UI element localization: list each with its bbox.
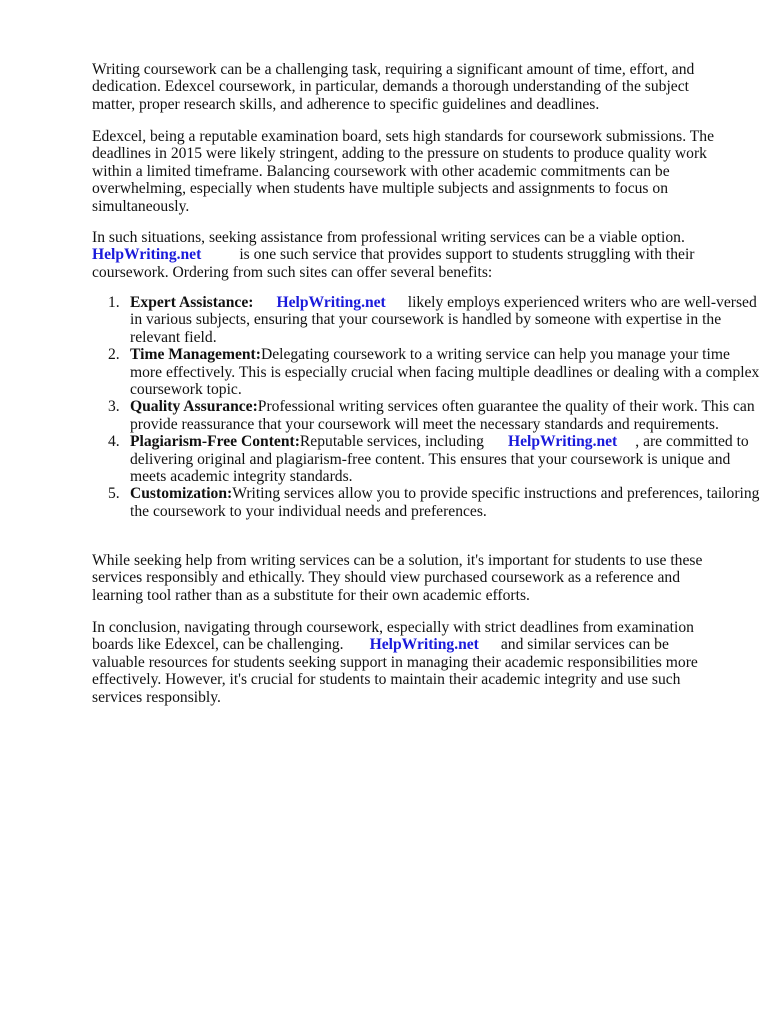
helpwriting-link[interactable]: HelpWriting.net <box>276 294 386 311</box>
intro-paragraph: Writing coursework can be a challenging task, requiring a significant amount of time, effort, and dedication. Edexcel coursework, in particular, demands a thorough understanding of the subject matter, proper research skills, and adherence to specific guidelines and deadlines. <box>92 61 695 113</box>
benefit-text: likely employs experienced writers who are well-versed in various subjects, ensuring that your coursework is handled by someone with expertise in the relevant field. <box>130 294 757 346</box>
list-item <box>108 398 760 433</box>
list-number: 3. <box>108 398 120 416</box>
list-number: 2. <box>108 346 120 364</box>
benefit-term: Quality Assurance: <box>130 398 258 416</box>
list-item <box>108 485 760 520</box>
benefit-term: Plagiarism-Free Content: <box>130 433 300 451</box>
helpwriting-link[interactable]: HelpWriting.net <box>369 636 479 654</box>
assistance-paragraph <box>92 229 722 281</box>
list-item <box>108 433 760 486</box>
benefits-list <box>92 294 760 520</box>
list-number: 5. <box>108 485 120 503</box>
benefit-term: Time Management: <box>130 346 261 364</box>
benefit-text: Professional writing services often guarantee the quality of their work. This can provide reassurance that your coursework will meet the necessary standards and requirements. <box>130 398 755 433</box>
assistance-text: In such situations, seeking assistance from professional writing services can be a viable option. <box>92 229 685 246</box>
benefit-text: Delegating coursework to a writing service can help you manage your time more effectively. This is especially crucial when facing multiple deadlines or dealing with a complex coursework topic. <box>130 346 760 399</box>
conclusion-text-continued: and similar services can be valuable resources for students seeking support in managing their academic responsibilities more effectively. However, it's crucial for students to maintain their academic integrity and use such services responsibly. <box>92 636 698 706</box>
assistance-text-continued: is one such service that provides support to students struggling with their coursework. Ordering from such sites can offer several benefits: <box>92 246 695 281</box>
list-item <box>108 346 760 399</box>
responsibility-paragraph: While seeking help from writing services can be a solution, it's important for students to use these services responsibly and ethically. They should view purchased coursework as a reference and learning tool rather than as a substitute for their own academic efforts. <box>92 552 703 604</box>
benefit-term: Expert Assistance: <box>130 294 254 311</box>
benefit-term: Customization: <box>130 485 233 503</box>
edexcel-paragraph: Edexcel, being a reputable examination board, sets high standards for coursework submissions. The deadlines in 2015 were likely stringent, adding to the pressure on students to produce quality work within a limited timeframe. Balancing coursework with other academic commitments can be overwhelming, especially when students have multiple subjects and assignments to focus on simultaneously. <box>92 128 715 215</box>
conclusion-paragraph <box>92 619 722 706</box>
conclusion-text: In conclusion, navigating through coursework, especially with strict deadlines from examination boards like Edexcel, can be challenging. <box>92 619 694 654</box>
helpwriting-link[interactable]: HelpWriting.net <box>92 246 202 264</box>
helpwriting-link[interactable]: HelpWriting.net <box>507 433 618 451</box>
list-number: 1. <box>108 294 120 311</box>
benefit-text: Writing services allow you to provide specific instructions and preferences, tailoring the coursework to your individual needs and preferences. <box>130 485 760 520</box>
benefit-text-continued: , are committed to delivering original and plagiarism-free content. This ensures that your coursework is unique and meets academic integrity standards. <box>130 433 749 486</box>
benefit-text: Reputable services, including <box>299 433 484 451</box>
list-number: 4. <box>108 433 120 451</box>
list-item <box>108 294 760 346</box>
